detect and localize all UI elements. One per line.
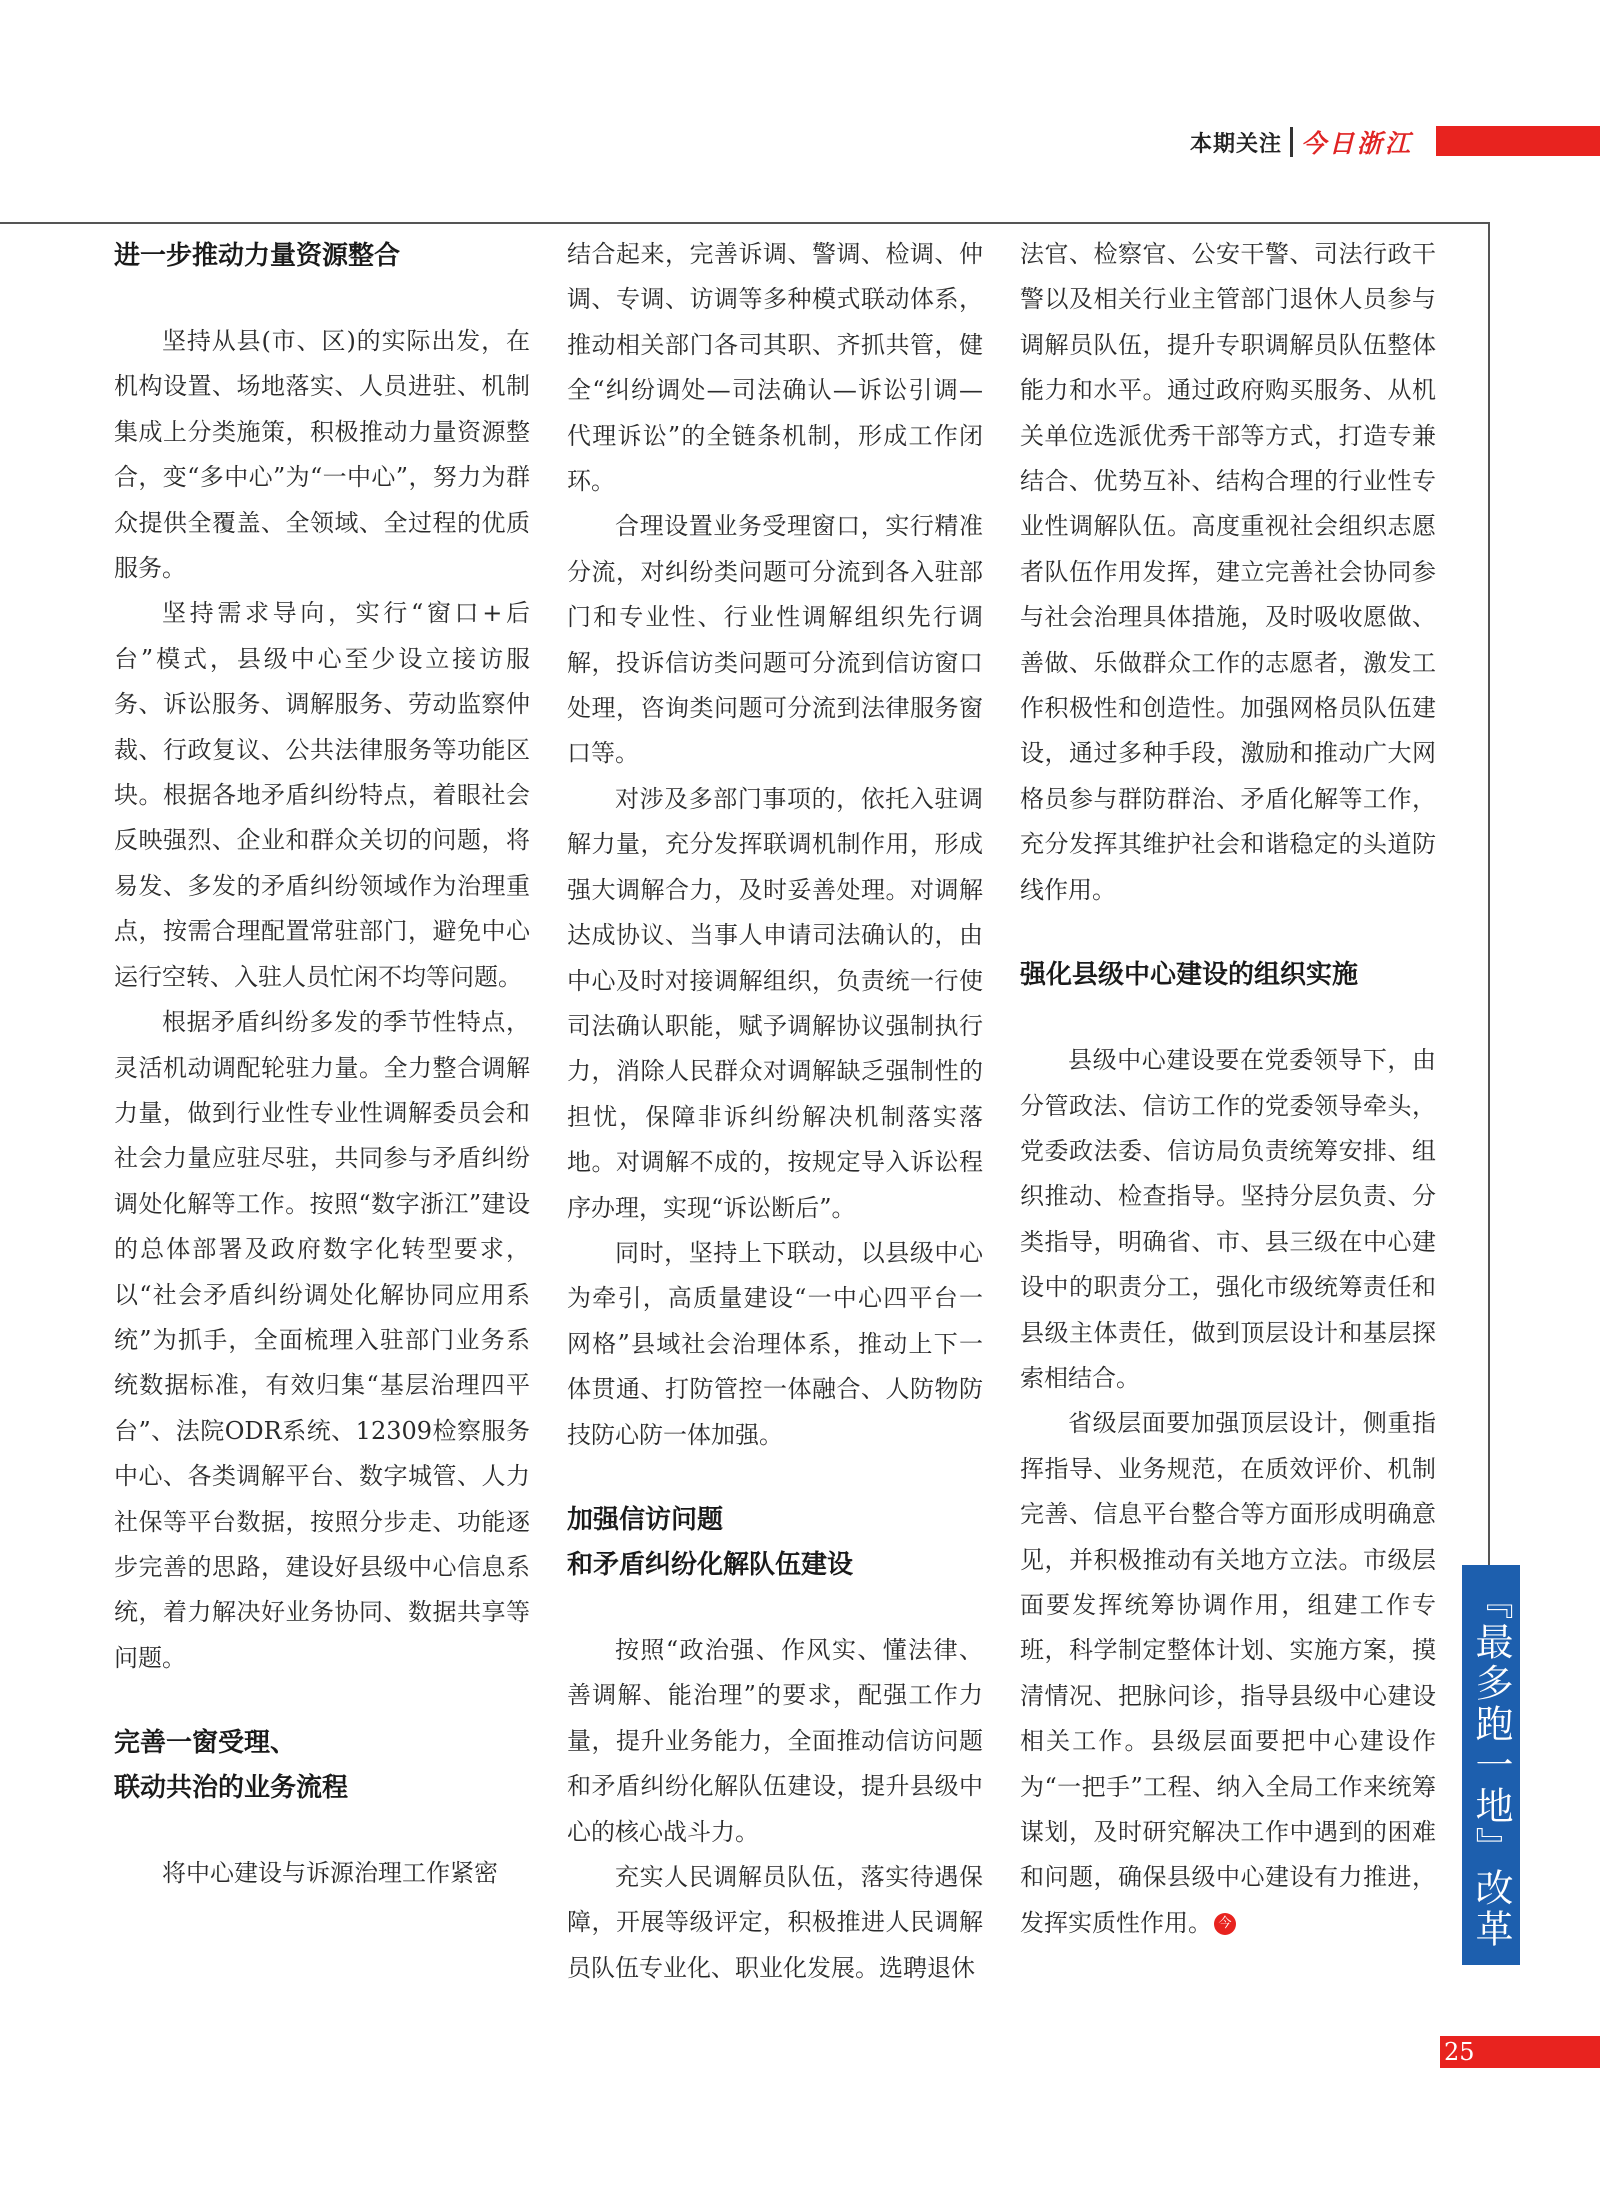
body-paragraph xyxy=(567,1855,983,1991)
article-column-3 xyxy=(1020,232,1436,1952)
column-tab xyxy=(1462,1565,1520,1965)
paragraph-text: 结合起来，完善诉调、警调、检调、仲调、专调、访调等多种模式联动体系，推动相关部门各司其职、齐抓共管，健全“纠纷调处—司法确认—诉讼引调—代理诉讼”的全链条机制，形成工作闭环。 xyxy=(567,240,983,496)
section-heading xyxy=(567,1498,983,1588)
body-paragraph xyxy=(114,1000,530,1681)
body-paragraph xyxy=(567,504,983,776)
heading-line: 完善一窗受理、 xyxy=(114,1728,297,1759)
end-mark-icon: 今 xyxy=(1214,1913,1236,1935)
section-heading xyxy=(114,1721,530,1811)
body-paragraph xyxy=(567,777,983,1231)
column-tab-label: 『最多跑一地』改革 xyxy=(1469,1580,1513,1950)
body-paragraph xyxy=(1020,232,1436,913)
heading-line: 联动共治的业务流程 xyxy=(114,1773,349,1804)
body-paragraph xyxy=(567,1231,983,1458)
article-column-2 xyxy=(567,232,983,1982)
body-paragraph xyxy=(114,591,530,1000)
paragraph-text: 将中心建设与诉源治理工作紧密 xyxy=(162,1859,498,1888)
paragraph-text: 省级层面要加强顶层设计，侧重指挥指导、业务规范，在质效评价、机制完善、信息平台整合等方面形成明确意见，并积极推动有关地方立法。市级层面要发挥统筹协调作用，组建工作专班，科学制定整体计划、实施方案，摸清情况、把脉问诊，指导县级中心建设相关工作。县级层面要把中心建设作为“一把手”工程、纳入全局工作来统筹谋划，及时研究解决工作中遇到的困难和问题，确保县级中心建设有力推进，发挥实质性作用。 xyxy=(1020,1409,1436,1937)
paragraph-text: 坚持从县(市、区)的实际出发，在机构设置、场地落实、人员进驻、机制集成上分类施策，积极推动力量资源整合，变“多中心”为“一中心”，努力为群众提供全覆盖、全领域、全过程的优质服务。 xyxy=(114,327,530,583)
header-divider xyxy=(1290,127,1293,157)
section-heading xyxy=(1020,953,1436,998)
frame-top-rule xyxy=(0,222,1490,224)
magazine-logo: 今日浙江 xyxy=(1301,129,1414,158)
paragraph-text: 按照“政治强、作风实、懂法律、善调解、能治理”的要求，配强工作力量，提升业务能力，全面推动信访问题和矛盾纠纷化解队伍建设，提升县级中心的核心战斗力。 xyxy=(567,1635,983,1846)
body-paragraph xyxy=(567,232,983,504)
paragraph-text: 充实人民调解员队伍，落实待遇保障，开展等级评定，积极推进人民调解员队伍专业化、职业化发展。选聘退休 xyxy=(567,1863,983,1982)
paragraph-text: 县级中心建设要在党委领导下，由分管政法、信访工作的党委领导牵头，党委政法委、信访局负责统筹安排、组织推动、检查指导。坚持分层负责、分类指导，明确省、市、县三级在中心建设中的职责分工，强化市级统筹责任和县级主体责任，做到顶层设计和基层探索相结合。 xyxy=(1020,1046,1436,1392)
heading-line: 加强信访问题 xyxy=(567,1504,724,1535)
body-paragraph xyxy=(114,1851,530,1896)
body-paragraph xyxy=(567,1628,983,1855)
page-number: 25 xyxy=(1444,2038,1475,2066)
paragraph-text: 坚持需求导向，实行“窗口+后台”模式，县级中心至少设立接访服务、诉讼服务、调解服务、劳动监察仲裁、行政复议、公共法律服务等功能区块。根据各地矛盾纠纷特点，着眼社会反映强烈、企业和群众关切的问题，将易发、多发的矛盾纠纷领域作为治理重点，按需合理配置常驻部门，避免中心运行空转、入驻人员忙闲不均等问题。 xyxy=(114,599,530,991)
section-heading xyxy=(114,234,530,279)
heading-line: 和矛盾纠纷化解队伍建设 xyxy=(567,1549,854,1580)
paragraph-text: 根据矛盾纠纷多发的季节性特点，灵活机动调配轮驻力量。全力整合调解力量，做到行业性专业性调解委员会和社会力量应驻尽驻，共同参与矛盾纠纷调处化解等工作。按照“数字浙江”建设的总体部署及政府数字化转型要求，以“社会矛盾纠纷调处化解协同应用系统”为抓手，全面梳理入驻部门业务系统数据标准，有效归集“基层治理四平台”、法院ODR系统、12309检察服务中心、各类调解平台、数字城管、人力社保等平台数据，按照分步走、功能逐步完善的思路，建设好县级中心信息系统，着力解决好业务协同、数据共享等问题。 xyxy=(114,1008,530,1672)
paragraph-text: 合理设置业务受理窗口，实行精准分流，对纠纷类问题可分流到各入驻部门和专业性、行业性调解组织先行调解，投诉信访类问题可分流到信访窗口处理，咨询类问题可分流到法律服务窗口等。 xyxy=(567,512,983,768)
page-header xyxy=(1190,122,1413,162)
article-column-1 xyxy=(114,232,530,1952)
header-accent-bar xyxy=(1436,126,1600,156)
body-paragraph xyxy=(1020,1038,1436,1401)
paragraph-text: 法官、检察官、公安干警、司法行政干警以及相关行业主管部门退休人员参与调解员队伍，提升专职调解员队伍整体能力和水平。通过政府购买服务、从机关单位选派优秀干部等方式，打造专兼结合、优势互补、结构合理的行业性专业性调解队伍。高度重视社会组织志愿者队伍作用发挥，建立完善社会协同参与社会治理具体措施，及时吸收愿做、善做、乐做群众工作的志愿者，激发工作积极性和创造性。加强网格员队伍建设，通过多种手段，激励和推动广大网格员参与群防群治、矛盾化解等工作，充分发挥其维护社会和谐稳定的头道防线作用。 xyxy=(1020,240,1436,904)
body-paragraph xyxy=(114,319,530,591)
paragraph-text: 同时，坚持上下联动，以县级中心为牵引，高质量建设“一中心四平台一网格”县域社会治理体系，推动上下一体贯通、打防管控一体融合、人防物防技防心防一体加强。 xyxy=(567,1238,983,1449)
heading-line: 强化县级中心建设的组织实施 xyxy=(1020,960,1359,991)
heading-line: 进一步推动力量资源整合 xyxy=(114,241,401,271)
paragraph-text: 对涉及多部门事项的，依托入驻调解力量，充分发挥联调机制作用，形成强大调解合力，及时妥善处理。对调解达成协议、当事人申请司法确认的，由中心及时对接调解组织，负责统一行使司法确认职能，赋予调解协议强制执行力，消除人民群众对调解缺乏强制性的担忧，保障非诉纠纷解决机制落实落地。对调解不成的，按规定导入诉讼程序办理，实现“诉讼断后”。 xyxy=(567,784,983,1222)
section-label: 本期关注 xyxy=(1190,131,1283,157)
body-paragraph xyxy=(1020,1401,1436,1946)
